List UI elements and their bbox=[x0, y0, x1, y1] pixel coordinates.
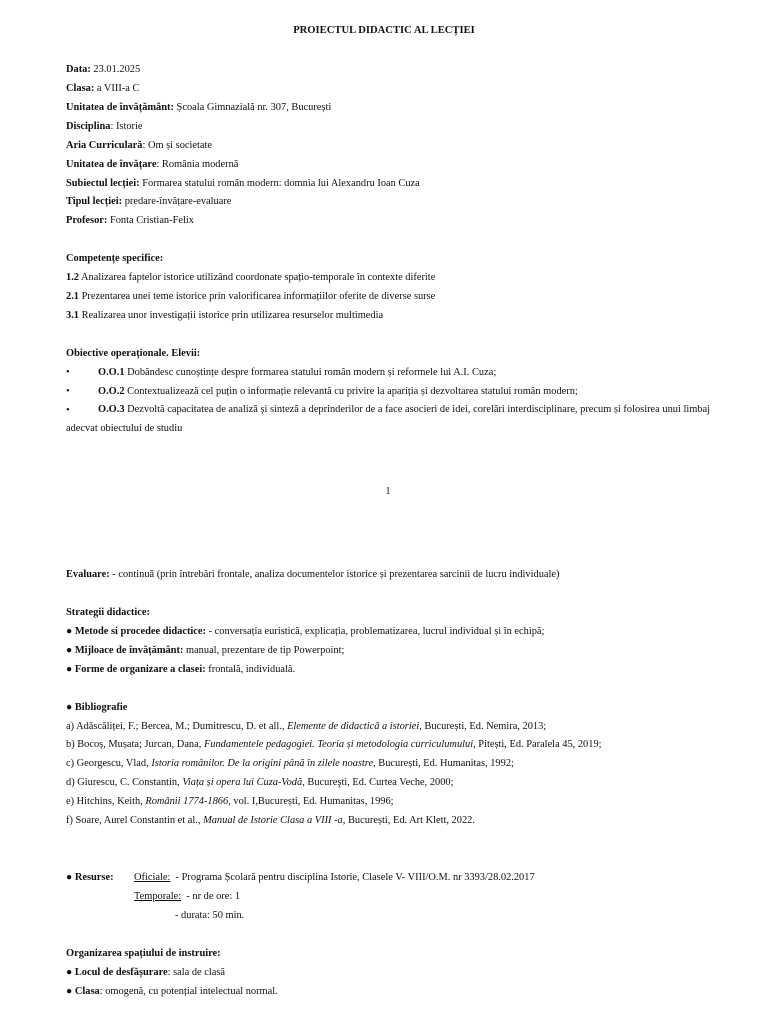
resources-temporal: Temporale: - nr de ore: 1 bbox=[134, 891, 241, 902]
bibliography-item: b) Bocoș, Mușata; Jurcan, Dana, Fundamentele pedagogiei. Teoria și metodologia curriculumului, Pitești, Ed. Paralela 45, 2019; bbox=[66, 739, 602, 750]
document-title: PROIECTUL DIDACTIC AL LECȚIEI bbox=[293, 25, 475, 36]
competence-item: 2.1 Prezentarea unei teme istorice prin valorificarea informațiilor oferite de diverse surse bbox=[66, 291, 436, 302]
info-lesson-type: Tipul lecției: predare-învățare-evaluare bbox=[66, 196, 232, 207]
competence-item: 1.2 Analizarea faptelor istorice utilizând coordonate spațio-temporale în contexte diferite bbox=[66, 272, 436, 283]
competence-item: 3.1 Realizarea unor investigații istorice prin utilizarea resurselor multimedia bbox=[66, 310, 384, 321]
info-teacher: Profesor: Fonta Cristian-Felix bbox=[66, 215, 194, 226]
organization-item: ● Clasa: omogenă, cu potențial intelectual normal. bbox=[66, 986, 278, 997]
bibliography-heading: ● Bibliografie bbox=[66, 702, 128, 713]
bullet-icon: • bbox=[66, 405, 70, 416]
strategy-item: ● Forme de organizare a clasei: frontală, individuală. bbox=[66, 664, 296, 675]
evaluation: Evaluare: - continuă (prin întrebări frontale, analiza documentelor istorice și prezentarea sarcinii de lucru individuale) bbox=[66, 569, 560, 580]
bibliography-item: d) Giurescu, C. Constantin, Viața și opera lui Cuza-Vodă, Bucureşti, Ed. Curtea Veche, 2000; bbox=[66, 777, 454, 788]
info-school: Unitatea de învățământ: Școala Gimnazială nr. 307, București bbox=[66, 102, 332, 113]
objectives-heading: Obiective operaționale. Elevii: bbox=[66, 348, 201, 359]
info-class: Clasa: a VIII-a C bbox=[66, 83, 140, 94]
info-discipline: Disciplina: Istorie bbox=[66, 121, 143, 132]
bullet-icon: • bbox=[66, 367, 70, 378]
strategy-item: ● Metode si procedee didactice: - conversația euristică, explicația, problematizarea, lucrul individual și în echipă; bbox=[66, 626, 545, 637]
bibliography-item: f) Soare, Aurel Constantin et al., Manual de Istorie Clasa a VIII -a, București, Ed. Art Klett, 2022. bbox=[66, 815, 475, 826]
competences-heading: Competențe specifice: bbox=[66, 253, 164, 264]
resources-label: ● Resurse: bbox=[66, 872, 114, 883]
strategies-heading: Strategii didactice: bbox=[66, 607, 150, 618]
info-date: Data: 23.01.2025 bbox=[66, 64, 141, 75]
page-number: 1 bbox=[385, 486, 391, 497]
bibliography-item: c) Georgescu, Vlad, Istoria românilor. De la origini până în zilele noastre, București, Ed. Humanitas, 1992; bbox=[66, 758, 514, 769]
resources-duration: - durata: 50 min. bbox=[175, 910, 245, 921]
document-page: PROIECTUL DIDACTIC AL LECȚIEI Data: 23.01.2025 Clasa: a VIII-a C Unitatea de învățământ: Școala Gimnazială nr. 307, București Disciplina: Istorie Aria Curriculară: Om și societate Unitatea de învățare: România modernă Subiectul lecției: Formarea statului român modern: domnia lui Alexandru Ioan Cuza Tipul lecției: predare-învățare-evaluare Profesor: Fonta Cristian-Felix Competențe specifice: 1.2 Analizarea faptelor istorice utilizând coordonate spațio-temporale în contexte diferite 2.1 Prezentarea unei teme istorice prin valorificarea informațiilor oferite de diverse surse 3.1 Realizarea unor investigații istorice prin utilizarea resurselor multimedia Obiective operaționale. Elevii: • O.O.1 Dobândesc cunoștințe despre formarea statului român modern și reformele lui A.I. Cuza; • O.O.2 Contextualizează cel puțin o informație relevantă cu privire la apariția și dezvoltarea statului român modern; • O.O.3 Dezvoltă capacitatea de analiză și sinteză a deprinderilor de a face asocieri de idei, corelări interdisciplinare, precum și folosirea unui limbaj adecvat obiectului de studiu 1 Evaluare: - continuă (prin întrebări frontale, analiza documentelor istorice și prezentarea sarcinii de lucru individuale) Strategii didactice: ● Metode si procedee didactice: - conversația euristică, explicația, problematizarea, lucrul individual și în echipă; ● Mijloace de învățământ: manual, prezentare de tip Powerpoint; ● Forme de organizare a clasei: frontală, individuală. ● Bibliografie a) Adăscăliței, F.; Bercea, M.; Dumitrescu, D. et all., Elemente de didactică a istoriei, București, Ed. Nemira, 2013; b) Bocoș, Mușata; Jurcan, Dana, Fundamentele pedagogiei. Teoria și metodologia curriculumului, Pitești, Ed. Paralela 45, 2019; c) Georgescu, Vlad, Istoria românilor. De la origini până în zilele noastre, București, Ed. Humanitas, 1992; d) Giurescu, C. Constantin, Viața și opera lui Cuza-Vodă, Bucureşti, Ed. Curtea Veche, 2000; e) Hitchins, Keith, Românii 1774-1866, vol. I,București, Ed. Humanitas, 1996; f) Soare, Aurel Constantin et al., Manual de Istorie Clasa a VIII -a, București, Ed. Art Klett, 2022. ● Resurse: Oficiale: - Programa Școlară pentru disciplina Istorie, Clasele V- VIII/O.M. nr 3393/28.02.2017 Temporale: - nr de ore: 1 - durata: 50 min. Organizarea spațiului de instruire: ● Locul de desfășurare: sala de clasă ● Clasa: omogenă, cu potențial intelectual normal. bbox=[0, 0, 768, 1024]
organization-heading: Organizarea spațiului de instruire: bbox=[66, 948, 221, 959]
bibliography-item: e) Hitchins, Keith, Românii 1774-1866, vol. I,București, Ed. Humanitas, 1996; bbox=[66, 796, 394, 807]
resources-official: Oficiale: - Programa Școlară pentru disciplina Istorie, Clasele V- VIII/O.M. nr 3393/28.02.2017 bbox=[134, 872, 535, 883]
strategy-item: ● Mijloace de învățământ: manual, prezentare de tip Powerpoint; bbox=[66, 645, 345, 656]
info-lesson-subject: Subiectul lecției: Formarea statului român modern: domnia lui Alexandru Ioan Cuza bbox=[66, 178, 420, 189]
bibliography-item: a) Adăscăliței, F.; Bercea, M.; Dumitrescu, D. et all., Elemente de didactică a istoriei, București, Ed. Nemira, 2013; bbox=[66, 721, 547, 732]
info-curricular-area: Aria Curriculară: Om și societate bbox=[66, 140, 213, 151]
bullet-icon: • bbox=[66, 386, 70, 397]
organization-item: ● Locul de desfășurare: sala de clasă bbox=[66, 967, 226, 978]
info-learning-unit: Unitatea de învățare: România modernă bbox=[66, 159, 239, 170]
